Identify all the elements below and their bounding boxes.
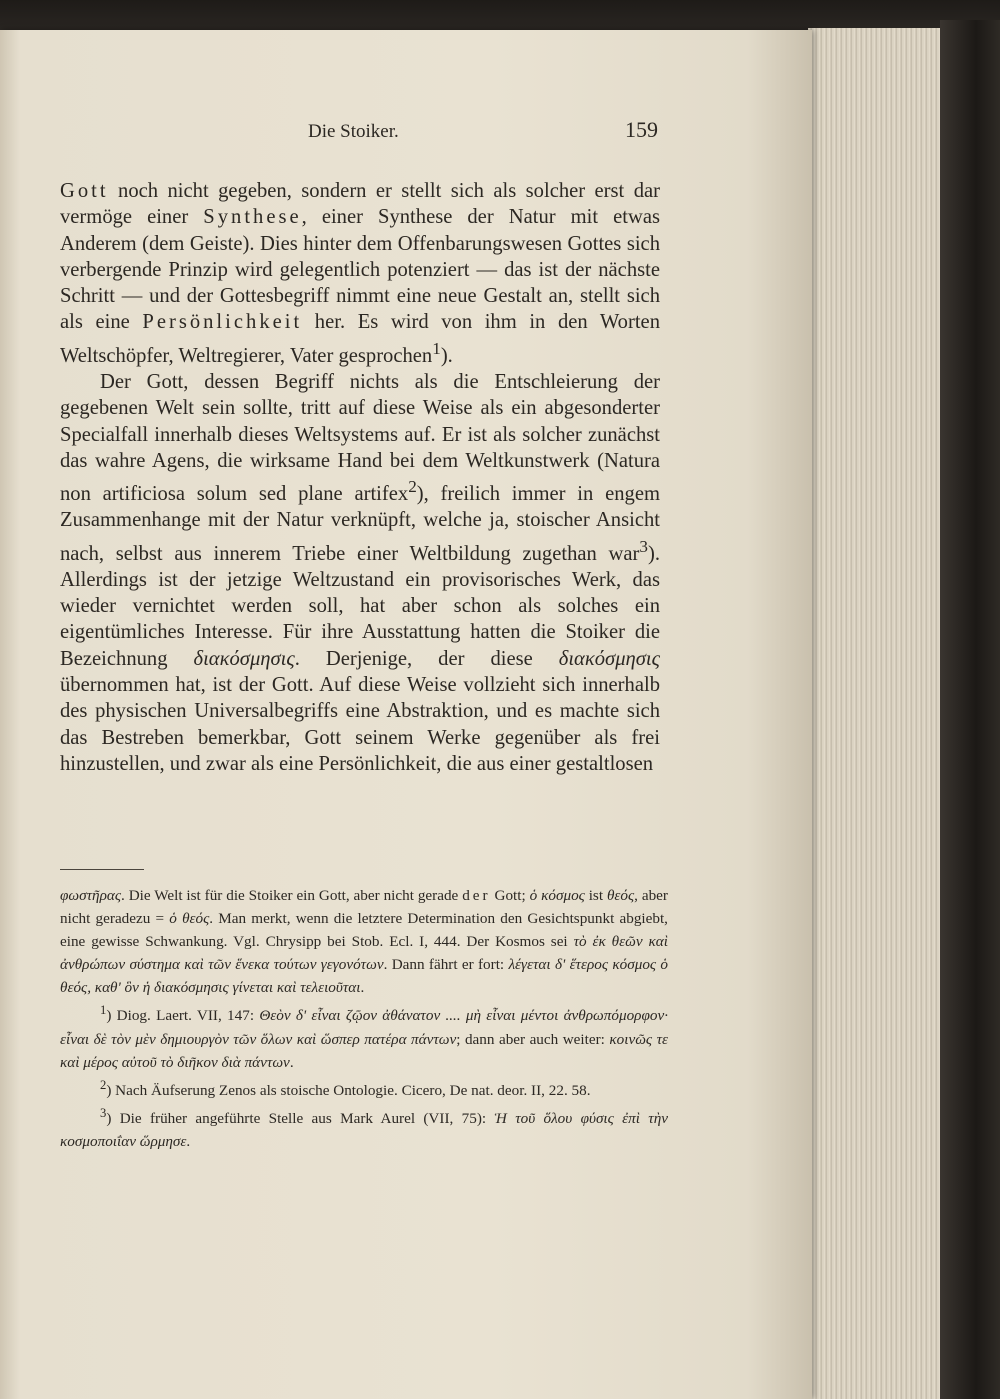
text-run: , aber nicht geradezu = [60,887,668,928]
greek-text: θεός [606,887,635,904]
text-run: . [360,979,365,997]
greek-term: διακόσμησις [558,647,660,670]
footnote-ref-1: 1 [432,338,441,358]
text-run: . Man merkt, wenn die letztere Determination den Gesichtspunkt abgiebt, eine gewisse Schwankung. Vgl. Chrysipp bei Stob. Ecl. I, 444. Der Kosmos sei [60,910,668,951]
text-run: . Die Welt ist für die Stoiker ein Gott, aber nicht gerade [121,887,463,904]
running-title: Die Stoiker. [308,121,399,142]
footnote-1 [60,999,668,1073]
text-run: übernommen hat, ist der Gott. Auf diese Weise vollzieht sich innerhalb des physischen Universalbegriffs eine Abstraktion, und es machte sich das Bestreben bemerkbar, Gott seinem Werke gegenüber als frei hinzustellen, und zwar als eine Persönlichkeit, die aus einer gestaltlosen [60,673,660,775]
book-cover-edge [940,20,1000,1399]
footnote-number: 1 [100,1003,107,1018]
text-run: her. Es wird von ihm in den Worten Weltschöpfer, Weltregierer, Vater gesprochen [60,311,660,367]
text-run: ; dann aber auch weiter: [456,1030,610,1048]
text-run: ). Allerdings ist der jetzige Weltzustand ein provisorisches Werk, das wieder vernichtet werden soll, hat aber schon als solches ein eigentümliches Interesse. Für ihre Ausstattung hatten die Stoiker die Bezeichnung [60,542,660,670]
footnote-ref-3: 3 [639,536,648,556]
text-run: ) Diog. Laert. VII, 147: [106,1007,260,1025]
text-run: Gott; [490,887,530,904]
spaced-word: Persönlichkeit [142,311,303,334]
greek-text: ὁ θεός [169,910,210,928]
text-run: . Derjenige, der diese [294,647,559,670]
spaced-word: Synthese [203,206,302,229]
greek-text: Θεὸν δ' εἶναι ζῷον ἀθάνατον .... μὴ εἶναι μέντοι ἀνθρωπόμορφον· εἶναι δὲ τὸν μὲν δημιουργὸν τῶν ὅλων καὶ ὥσπερ πατέρα πάντων [60,1007,668,1048]
greek-text: τὸ ἐκ θεῶν καὶ ἀνθρώπων σύστημα καὶ τῶν ἕνεκα τούτων γεγονότων [60,933,668,974]
main-text [60,178,660,777]
footnote-ref-2: 2 [408,477,417,497]
greek-text: λέγεται δ' ἕτερος κόσμος ὁ θεός, καθ' ὃν ἡ διακόσμησις γίνεται καὶ τελειοῦται [60,956,668,997]
greek-text: ὁ κόσμος [529,887,585,904]
text-run: ) Die früher angeführte Stelle aus Mark Aurel (VII, 75): [106,1110,495,1128]
spaced-word: Gott [60,180,109,202]
text-run: Der Gott, dessen Begriff nichts als die Entschleierung der gegebenen Welt sein sollte, tritt auf diese Weise als ein abgesonderter Specialfall innerhalb dieses Weltsystems auf. Er ist als solcher zunächst das wahre Agens, die wirksame Hand bei dem Weltkunstwerk (Natura non artificiosa solum sed plane artifex [60,370,660,505]
greek-text: φωστῆρας [60,887,122,904]
footnote-number: 2 [100,1077,107,1092]
page-header [60,113,658,149]
text-run: ist [584,887,607,904]
greek-term: διακόσμησις [193,647,295,670]
paragraph-1 [60,178,660,369]
text-run: . [186,1133,191,1151]
text-run: . Dann fährt er fort: [383,956,509,974]
text-run: ) Nach Äufserung Zenos als stoische Ontologie. Cicero, De nat. deor. II, 22. 58. [106,1081,591,1099]
text-run: , einer Synthese der Natur mit etwas Anderem (dem Geiste). Dies hinter dem Offenbarungswesen Gottes sich verbergende Prinzip wird gelegentlich potenziert — das ist der nächste Schritt — und der Gottesbegriff nimmt eine neue Gestalt an, stellt sich als eine [60,206,660,334]
footnotes [60,884,668,1153]
footnote-2 [60,1074,668,1102]
page-number: 159 [625,117,658,142]
text-run: ). [440,344,453,367]
greek-text: κοινῶς τε καὶ μέρος αὐτοῦ τὸ διῆκον διὰ πάντων [60,1030,668,1071]
text-run: . [289,1053,294,1071]
footnote-3 [60,1102,668,1153]
spaced-word: der [462,887,491,904]
greek-text: Ἡ τοῦ ὅλου φύσις ἐπὶ τὴν κοσμοποιΐαν ὥρμησε [60,1110,668,1151]
paragraph-2 [60,369,660,777]
footnote-rule [60,869,144,870]
footnote-continuation [60,884,668,999]
text-run: noch nicht gegeben, sondern er stellt sich als solcher erst dar vermöge einer [60,180,660,229]
footnote-number: 3 [100,1105,107,1120]
text-run: ), freilich immer in engem Zusammenhange mit der Natur verknüpft, welche ja, stoischer Ansicht nach, selbst aus innerem Triebe einer Weltbildung zugethan war [60,482,660,565]
